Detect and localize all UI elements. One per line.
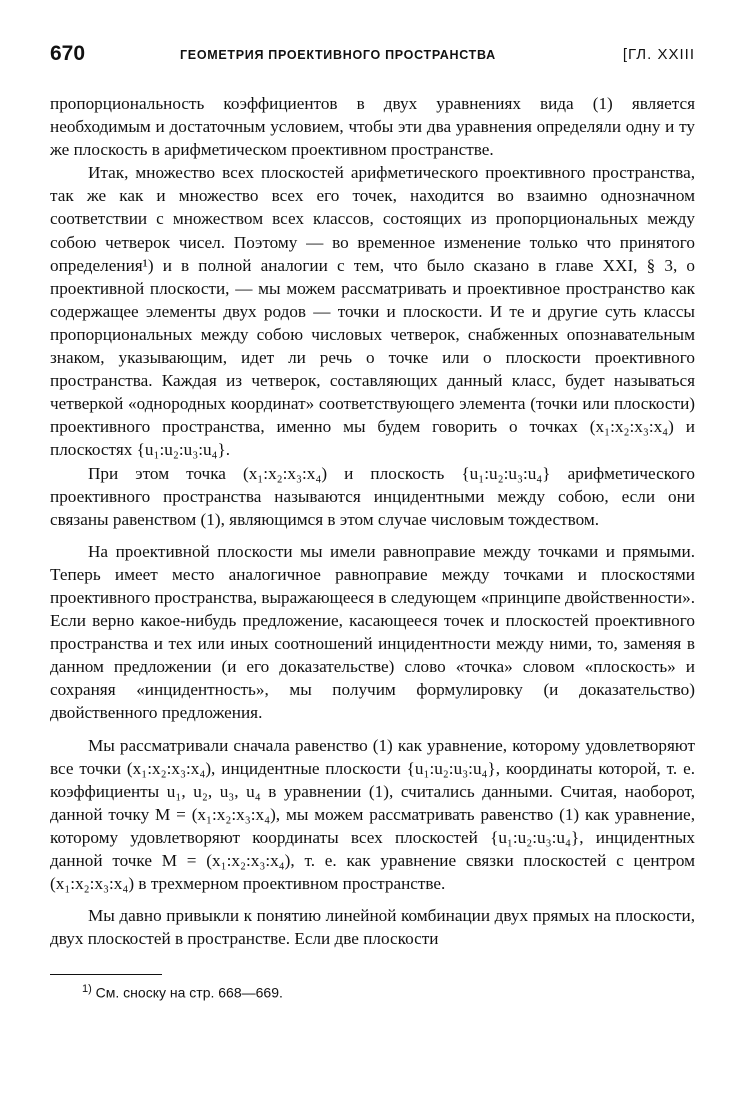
footnote-divider [50, 974, 162, 975]
paragraph-4: На проективной плоскости мы имели равноправие между точками и прямыми. Теперь имеет место аналогичное равноправие между точками и плоскостями проективного пространства, выражающееся в следующем «принципе двойственности». Если верно какое-нибудь предложение, касающееся точек и плоскостей проективного пространства и тех или иных соотношений инцидентности между ними, то, заменяя в данном предложении (и его доказательстве) слово «точка» словом «плоскость» и сохраняя «инцидентность», мы получим формулировку (и доказательство) двойственного предложения. [50, 541, 695, 723]
paragraph-1: пропорциональность коэффициентов в двух уравнениях вида (1) является необходимым и достаточным условием, чтобы эти два уравнения определяли одну и ту же плоскость в арифметическом проективном пространстве. [50, 94, 695, 160]
running-title: ГЕОМЕТРИЯ ПРОЕКТИВНОГО ПРОСТРАНСТВА [180, 48, 496, 62]
book-page [50, 38, 695, 1001]
paragraph-3: При этом точка (x₁:x₂:x₃:x₄) и плоскость {u₁:u₂:u₃:u₄} арифметического проективного пространства называются инцидентными между собою, если они связаны равенством (1), являющимся в этом случае числовым тождеством. [50, 463, 695, 529]
body-text [50, 92, 695, 950]
page-header [50, 38, 695, 72]
paragraph-2: Итак, множество всех плоскостей арифметического проективного пространства, так же как и множество всех его точек, находится во взаимно однозначном соответствии с множеством всех классов, состоящих из пропорциональных между собою четверок чисел. Поэтому — во временное изменение только что принятого определения¹) и в полной аналогии с тем, что было сказано в главе XXI, § 3, о проективной плоскости, — мы можем рассматривать и проективное пространство как содержащее элементы двух родов — точки и плоскости. И те и другие суть классы пропорциональных между собою числовых четверок, снабженных опознавательным знаком, указывающим, идет ли речь о точке или о плоскости проективного пространства. Каждая из четверок, составляющих данный класс, будет называться четверкой «однородных координат» соответствующего элемента (точки или плоскости) проективного пространства, именно мы будем говорить о точках (x₁:x₂:x₃:x₄) и плоскостях {u₁:u₂:u₃:u₄}. [50, 163, 695, 460]
footnote [82, 983, 695, 1001]
chapter-reference: [ГЛ. XXIII [622, 46, 695, 63]
footnote-mark: 1) [82, 983, 92, 996]
paragraph-5: Мы рассматривали сначала равенство (1) как уравнение, которому удовлетворяют все точки (x₁:x₂:x₃:x₄), инцидентные плоскости {u₁:u₂:u₃:u₄}, координаты которой, т. е. коэффициенты u₁, u₂, u₃, u₄ в уравнении (1), считались данными. Считая, наоборот, данной точку M = (x₁:x₂:x₃:x₄), мы можем рассматривать равенство (1) как уравнение, которому удовлетворяют координаты всех плоскостей {u₁:u₂:u₃:u₄}, инцидентных данной точке M = (x₁:x₂:x₃:x₄), т. е. как уравнение связки плоскостей с центром (x₁:x₂:x₃:x₄) в трехмерном проективном пространстве. [50, 735, 695, 894]
paragraph-6: Мы давно привыкли к понятию линейной комбинации двух прямых на плоскости, двух плоскостей в пространстве. Если две плоскости [50, 906, 695, 949]
footnote-text: См. сноску на стр. 668—669. [95, 985, 283, 1002]
page-number: 670 [50, 42, 86, 65]
